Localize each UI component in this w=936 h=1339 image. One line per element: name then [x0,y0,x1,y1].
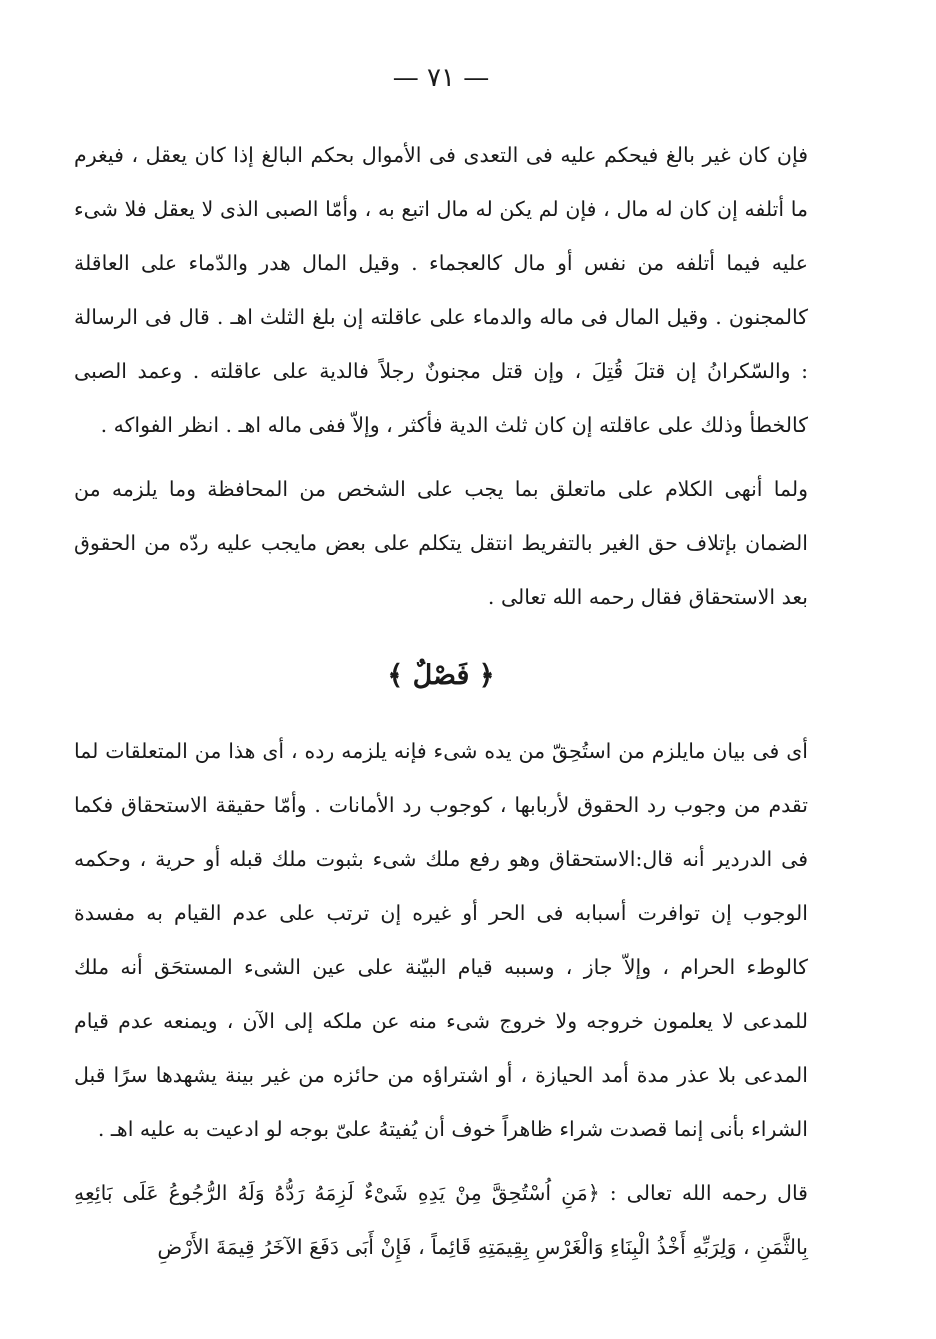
quoted-text [74,1166,808,1274]
quote-intro: قال رحمه الله تعالى : [609,1181,808,1205]
paragraph-istihqaq: أى فى بيان مايلزم من استُحِقّ من يده شىء فإنه يلزمه رده ، أى هذا من المتعلقات لما تقدم من وجوب رد الحقوق لأربابها ، كوجوب رد الأمانات . وأمّا حقيقة الاستحقاق فكما فى الدردير أنه قال:الاستحقاق وهو رفع ملك شىء بثبوت ملك قبله أو حرية ، وحكمه الوجوب إن توافرت أسبابه فى الحر أو غيره إن ترتب على عدم القيام به مفسدة كالوطء الحرام ، وإلاّ جاز ، وسببه قيام البيّنة على عين الشىء المستحَق أنه ملك للمدعى لا يعلمون خروجه ولا خروج شىء منه عن ملكه إلى الآن ، ويمنعه عدم قيام المدعى بلا عذر مدة أمد الحيازة ، أو اشتراؤه من حائزه من غير بينة يشهدها سرًا قبل الشراء بأنى إنما قصدت شراء ظاهراً خوف أن يُفيتهُ علىّ بوجه لو ادعيت به عليه اهـ . [74,739,808,1141]
quoted-text-block [74,1166,808,1274]
paragraph-transition: ولما أنهى الكلام على ماتعلق بما يجب على الشخص من المحافظة وما يلزمه من الضمان بإتلاف حق الغير بالتفريط انتقل يتكلم على بعض مايجب عليه ردّه من الحقوق بعد الاستحقاق فقال رحمه الله تعالى . [74,477,808,609]
section-heading: ﴿ فَصْلٌ ﴾ [387,660,495,691]
paragraph-liability: فإن كان غير بالغ فيحكم عليه فى التعدى فى الأموال بحكم البالغ إذا كان يعقل ، فيغرم ما أتلفه إن كان له مال ، فإن لم يكن له مال اتبع به ، وأمّا الصبى الذى لا يعقل فلا شىء عليه فيما أتلفه من نفس أو مال كالعجماء . وقيل المال هدر والدّماء على العاقلة كالمجنون . وقيل المال فى ماله والدماء على عاقلته إن بلغ الثلث اهـ . قال فى الرسالة : والسّكرانُ إن قتلَ قُتِلَ ، وإن قتل مجنونٌ رجلاً فالدية على عاقلته . وعمد الصبى كالخطأ وذلك على عاقلته إن كان ثلث الدية فأكثر ، وإلاّ ففى ماله اهـ . انظر الفواكه . [74,143,808,437]
page-number: — ٧١ — [392,63,490,93]
quote-body: ﴿مَنِ اُسْتُحِقَّ مِنْ يَدِهِ شَىْءٌ لَزِمَهُ رَدُّهُ وَلَهُ الرُّجُوعُ عَلَى بَائِعِهِ بِالثَّمَنِ ، وَلِرَبِّهِ أَخْذُ الْبِنَاءِ وَالْغَرْسِ بِقِيمَتِهِ قَائِماً ، فَإِنْ أَبَى دَفَعَ الآخَرُ قِيمَةَ الأَرْضِ [74,1181,808,1259]
